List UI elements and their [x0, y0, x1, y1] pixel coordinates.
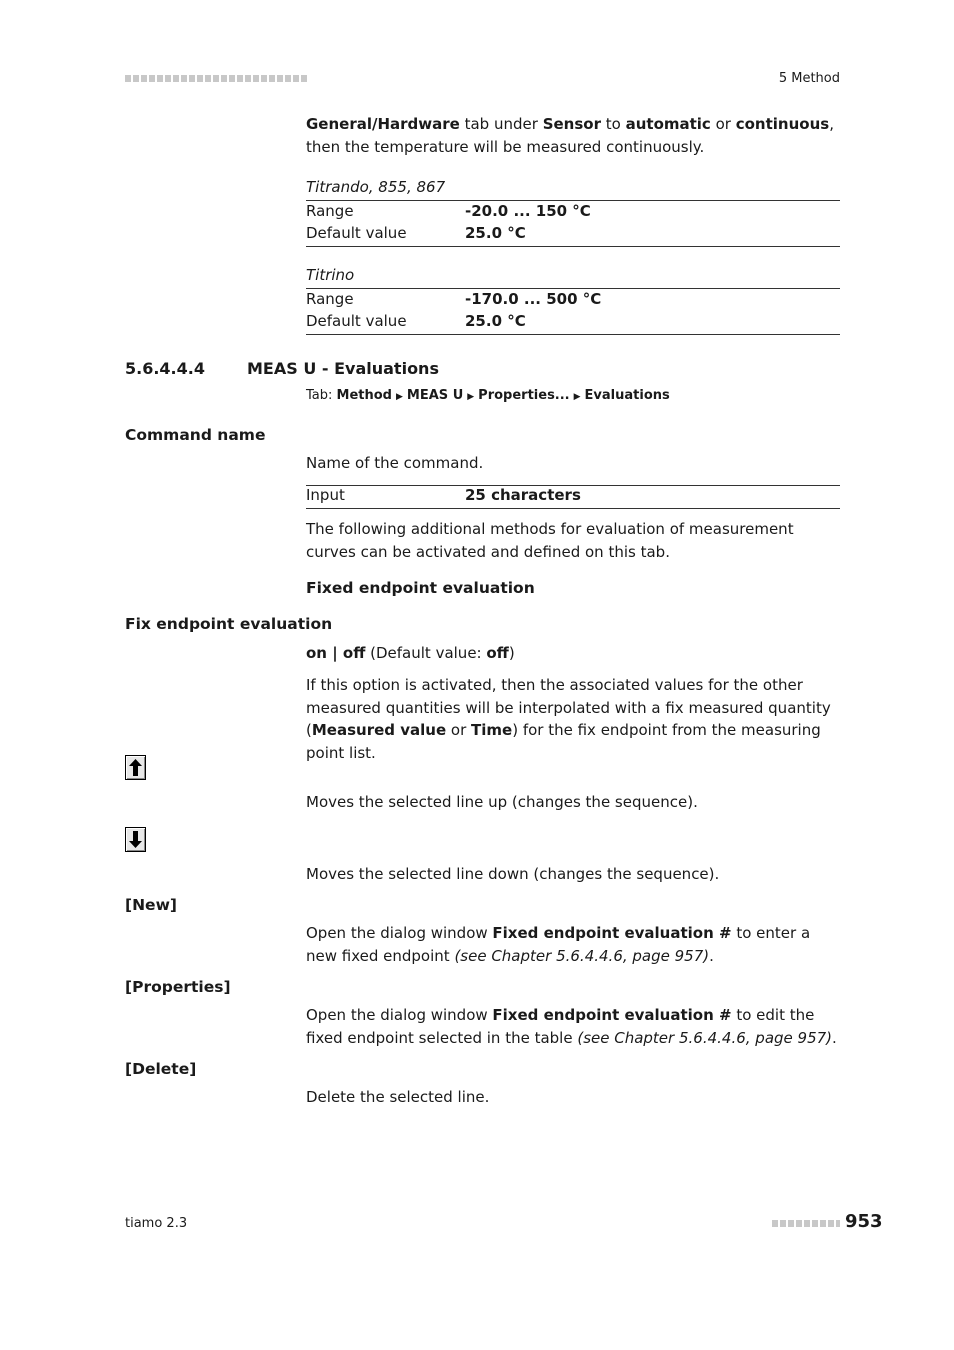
input-value: 25 characters	[465, 486, 581, 504]
arrow-up-icon	[129, 759, 142, 776]
fix-endpoint-label: Fix endpoint evaluation	[125, 615, 333, 633]
delete-desc: Delete the selected line.	[306, 1088, 490, 1106]
command-name-desc: Name of the command.	[306, 454, 484, 472]
table-rule	[306, 246, 840, 247]
table-cell-value: 25.0 °C	[465, 312, 526, 330]
new-label: [New]	[125, 896, 177, 914]
table-title-titrando: Titrando, 855, 867	[306, 178, 446, 196]
intro-paragraph: General/Hardware tab under Sensor to automatic or continuous, then the temperature will be measured continuously.	[306, 115, 834, 156]
triangle-right-icon: ▶	[467, 392, 475, 402]
command-name-label: Command name	[125, 426, 266, 444]
table-cell-label: Default value	[306, 224, 407, 242]
input-label: Input	[306, 486, 345, 504]
table-cell-label: Range	[306, 290, 354, 308]
move-up-desc: Moves the selected line up (changes the sequence).	[306, 793, 698, 811]
product-name: tiamo 2.3	[125, 1216, 188, 1231]
table-rule	[306, 288, 840, 289]
following-paragraph: The following additional methods for evaluation of measurement curves can be activated and defined on this tab.	[306, 520, 794, 561]
move-up-button[interactable]	[125, 755, 146, 780]
tab-path: Tab: Method ▶ MEAS U ▶ Properties... ▶ Evaluations	[306, 388, 670, 403]
header-decoration	[125, 75, 307, 82]
table-title-titrino: Titrino	[306, 266, 355, 284]
table-cell-label: Range	[306, 202, 354, 220]
chapter-reference-link[interactable]: (see Chapter 5.6.4.4.6, page 957)	[577, 1028, 833, 1047]
chapter-title: 5 Method	[778, 71, 840, 86]
section-title: MEAS U - Evaluations	[247, 359, 439, 378]
table-cell-value: -170.0 ... 500 °C	[465, 290, 602, 308]
table-cell-value: 25.0 °C	[465, 224, 526, 242]
table-cell-value: -20.0 ... 150 °C	[465, 202, 591, 220]
chapter-reference-link[interactable]: (see Chapter 5.6.4.4.6, page 957)	[454, 946, 710, 965]
properties-desc: Open the dialog window Fixed endpoint evaluation # to edit the fixed endpoint selected in the table (see Chapter 5.6.4.4.6, page 957).	[306, 1006, 837, 1047]
page-number: 953	[845, 1211, 883, 1232]
table-rule	[306, 508, 840, 509]
table-rule	[306, 200, 840, 201]
fix-endpoint-desc: If this option is activated, then the associated values for the other measured quantities will be interpolated with a fix measured quantity (Measured value or Time) for the fix endpoint from the measuring point list.	[306, 676, 831, 762]
triangle-right-icon: ▶	[573, 392, 581, 402]
properties-label: [Properties]	[125, 978, 231, 996]
delete-label: [Delete]	[125, 1060, 197, 1078]
new-desc: Open the dialog window Fixed endpoint evaluation # to enter a new fixed endpoint (see Chapter 5.6.4.4.6, page 957).	[306, 924, 811, 965]
move-down-button[interactable]	[125, 827, 146, 852]
table-cell-label: Default value	[306, 312, 407, 330]
table-rule	[306, 334, 840, 335]
triangle-right-icon: ▶	[396, 392, 403, 402]
footer-decoration	[772, 1220, 840, 1227]
fixed-endpoint-heading: Fixed endpoint evaluation	[306, 579, 535, 597]
fix-endpoint-options: on | off (Default value: off)	[306, 644, 515, 662]
arrow-down-icon	[129, 831, 142, 848]
section-number: 5.6.4.4.4	[125, 359, 205, 378]
move-down-desc: Moves the selected line down (changes the sequence).	[306, 865, 720, 883]
